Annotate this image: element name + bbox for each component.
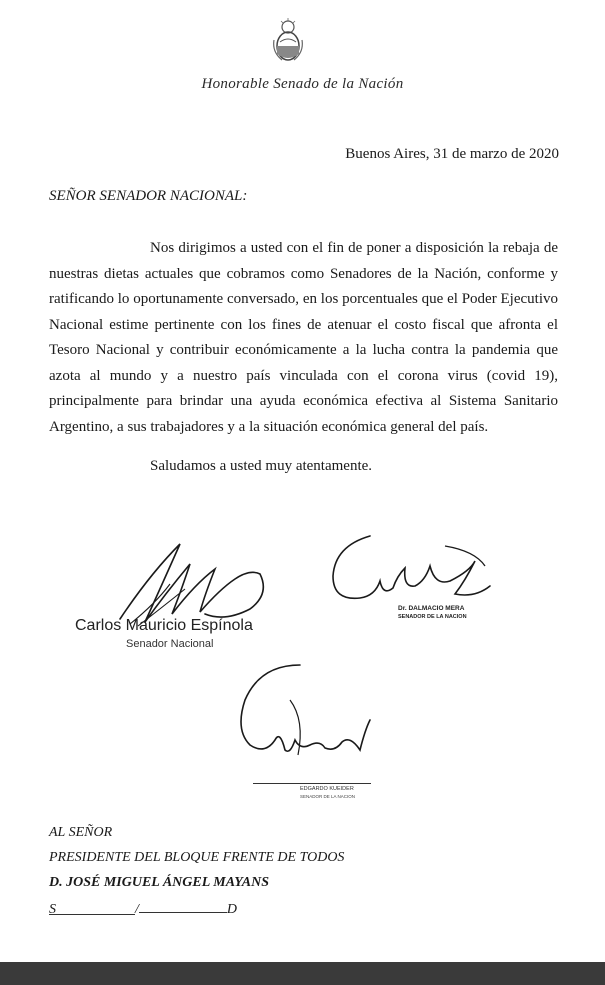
addressee-line-1: AL SEÑOR [49,825,113,840]
closing-line: Saludamos a usted muy atentamente. [150,458,373,474]
signatory-title-espinola: Senador Nacional [126,638,214,650]
institution-letterhead: Honorable Senado de la Nación [201,76,404,92]
signatory-name-espinola: Carlos Mauricio Espínola [75,617,253,634]
signatory-title-kueider: SENADOR DE LA NACION [300,794,356,799]
signatory-name-kueider: EDGARDO KUEIDER [300,786,354,792]
slash-label: / [135,902,139,917]
d-label: D [226,902,238,917]
signature-kueider-icon [230,660,380,780]
signatory-name-mera: Dr. DALMACIO MERA [398,605,465,612]
signature-line-kueider [253,783,371,784]
d-blank [139,900,227,913]
addressee-sd-line [49,900,237,918]
salutation: SEÑOR SENADOR NACIONAL: [49,188,248,204]
addressee-line-2: PRESIDENTE DEL BLOQUE FRENTE DE TODOS [49,850,345,865]
s-label: S [49,902,56,917]
s-blank [49,902,135,915]
coat-of-arms-seal-icon [272,18,304,64]
addressee-name: D. JOSÉ MIGUEL ÁNGEL MAYANS [49,875,270,890]
letter-date: Buenos Aires, 31 de marzo de 2020 [345,146,559,162]
letter-body: Nos dirigimos a usted con el fin de poner a disposición la rebaja de nuestras dietas actuales que cobramos como Senadores de la Nación, conforme y ratificando lo oportunamente conversado, en los porcentuales que el Poder Ejecutivo Nacional estime pertinente con los fines de atenuar el costo fiscal que afronta el Tesoro Nacional y contribuir económicamente a la lucha contra la pandemia que azota al mundo y a nuestro país vinculada con el corona virus (covid 19), principalmente para brindar una ayuda económica efectiva al Sistema Sanitario Argentino, a sus trabajadores y a la situación económica general del país. [49,240,558,435]
bottom-bar [0,962,605,985]
signatory-title-mera: SENADOR DE LA NACION [398,614,467,620]
